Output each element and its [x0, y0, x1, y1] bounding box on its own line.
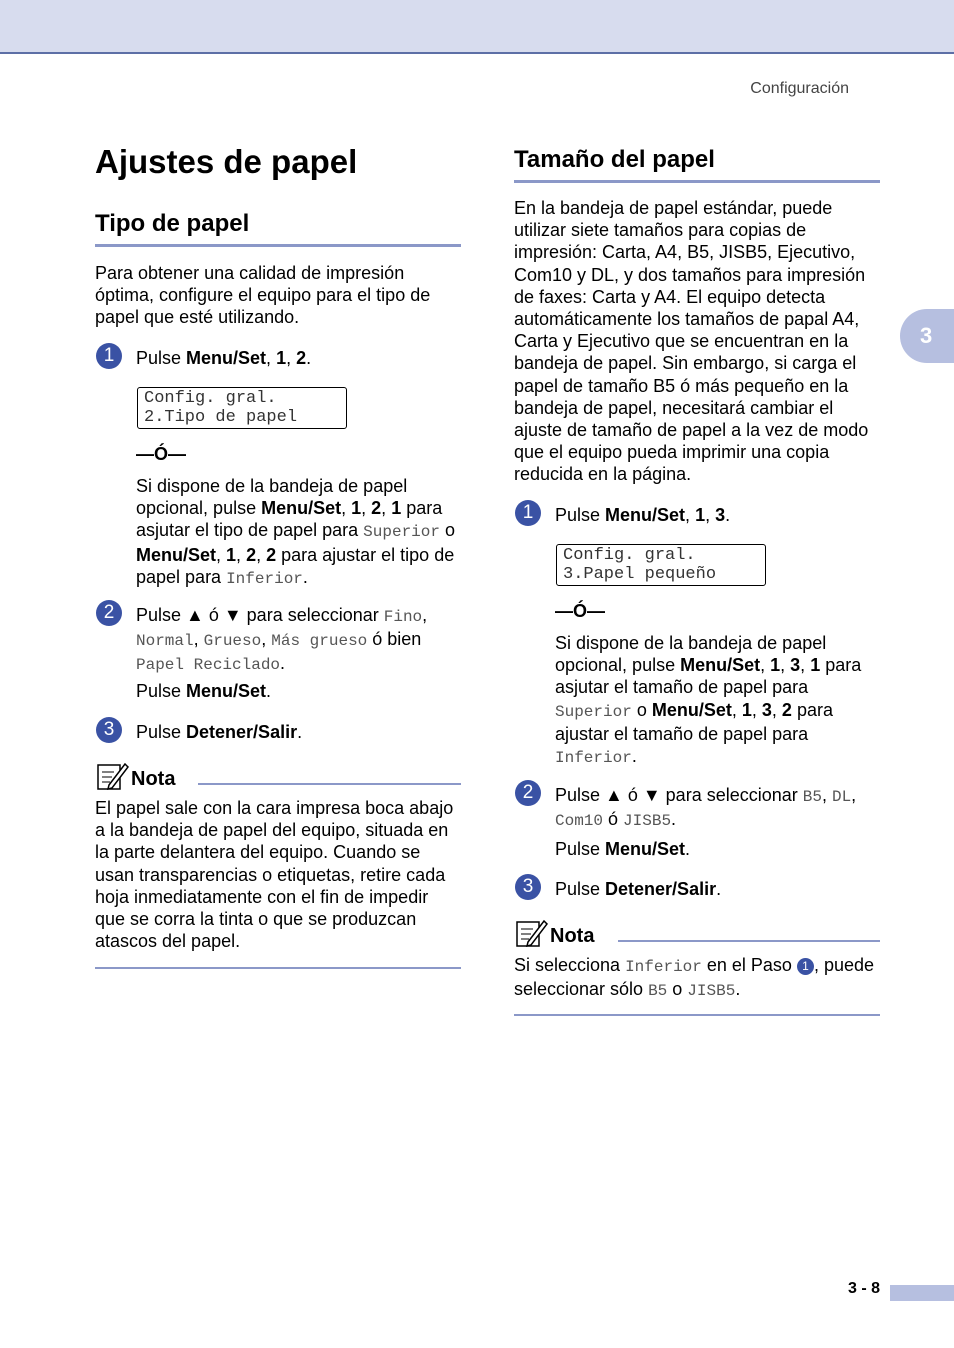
- step-1-icon-right: 1: [515, 500, 541, 526]
- note-text: El papel sale con la cara impresa boca abajo a la bandeja de papel del equipo, situada en la parte delantera del equipo. Cuando se usan transparencias o etiquetas, retire cada hoja inmediatamente con el fin de impedir que se corra la tinta o que se produzcan atascos del papel.: [95, 798, 454, 952]
- page-number: 3 - 8: [847, 1280, 880, 1297]
- step-3-icon: 3: [96, 717, 122, 743]
- page-title: Ajustes de papel: [95, 143, 358, 180]
- note-title-right: Nota: [550, 925, 595, 947]
- step-1-alternative-right: Si dispone de la bandeja de papel opcional, pulse Menu/Set, 1, 3, 1 para asjutar el tamaño de papel para Superior o Menu/Set, 1, 3, 2 para ajustar el tamaño de papel para Inferior.: [555, 633, 862, 768]
- intro-tamano: En la bandeja de papel estándar, puede utilizar siete tamaños para copias de impresión: Carta, A4, B5, JISB5, Ejecutivo, Com10 y DL, y dos tamaños para impresión de faxes: Carta y A4. El equipo detecta automáticamente los tamaños de papal A4, Carta y Ejecutivo que se encuentran en la bandeja de papel. Sin embargo, si carga el papel de tamaño B5 ó más pequeño en la bandeja de papel, necesitará cambiar el ajuste de tamaño de papel a la vez de modo que el equipo pueda imprimir una copia reducida en la página.: [514, 198, 869, 485]
- top-band: [0, 0, 954, 54]
- or-separator: —Ó—: [136, 444, 187, 464]
- note-end-rule: [95, 967, 461, 969]
- note-pencil-icon-right: [516, 918, 548, 948]
- lcd-display-1: Config. gral. 2.Tipo de papel: [137, 387, 347, 429]
- step-3-text-right: Pulse Detener/Salir.: [555, 879, 722, 899]
- step-1-text-right: Pulse Menu/Set, 1, 3.: [555, 505, 731, 525]
- step-2-icon: 2: [96, 600, 122, 626]
- running-header: Configuración: [750, 80, 849, 97]
- chapter-tab: 3: [900, 309, 954, 363]
- note-rule: [198, 783, 461, 785]
- note-text-right: Si selecciona Inferior en el Paso 1 , puede seleccionar sólo B5 o JISB5.: [514, 955, 874, 1001]
- step-1-text: Pulse Menu/Set, 1, 2.: [136, 348, 312, 368]
- page-number-bar: [890, 1285, 954, 1301]
- step-2-text-right: Pulse ▲ ó ▼ para seleccionar B5, DL, Com10 ó JISB5.: [555, 785, 857, 831]
- note-rule-right: [618, 940, 880, 942]
- step-2-confirm: Pulse Menu/Set.: [136, 681, 272, 701]
- note-pencil-icon: [97, 761, 129, 791]
- step-ref-icon: 1: [797, 958, 814, 975]
- step-3-icon-right: 3: [515, 874, 541, 900]
- note-end-rule-right: [514, 1014, 880, 1016]
- lcd-display-2: Config. gral. 3.Papel pequeño: [556, 544, 766, 586]
- section-title-tamano: Tamaño del papel: [514, 146, 880, 183]
- note-title: Nota: [131, 768, 176, 790]
- intro-tipo: Para obtener una calidad de impresión óptima, configure el equipo para el tipo de papel que esté utilizando.: [95, 263, 431, 328]
- or-separator-right: —Ó—: [555, 601, 606, 621]
- section-title-tipo: Tipo de papel: [95, 210, 461, 247]
- step-1-icon: 1: [96, 343, 122, 369]
- step-2-confirm-right: Pulse Menu/Set.: [555, 839, 691, 859]
- step-3-text: Pulse Detener/Salir.: [136, 722, 303, 742]
- step-2-icon-right: 2: [515, 780, 541, 806]
- step-2-text: Pulse ▲ ó ▼ para seleccionar Fino, Normal, Grueso, Más grueso ó bien Papel Reciclado.: [136, 605, 428, 675]
- step-1-alternative: Si dispone de la bandeja de papel opcional, pulse Menu/Set, 1, 2, 1 para asjutar el tipo de papel para Superior o Menu/Set, 1, 2, 2 para ajustar el tipo de papel para Inferior.: [136, 476, 455, 588]
